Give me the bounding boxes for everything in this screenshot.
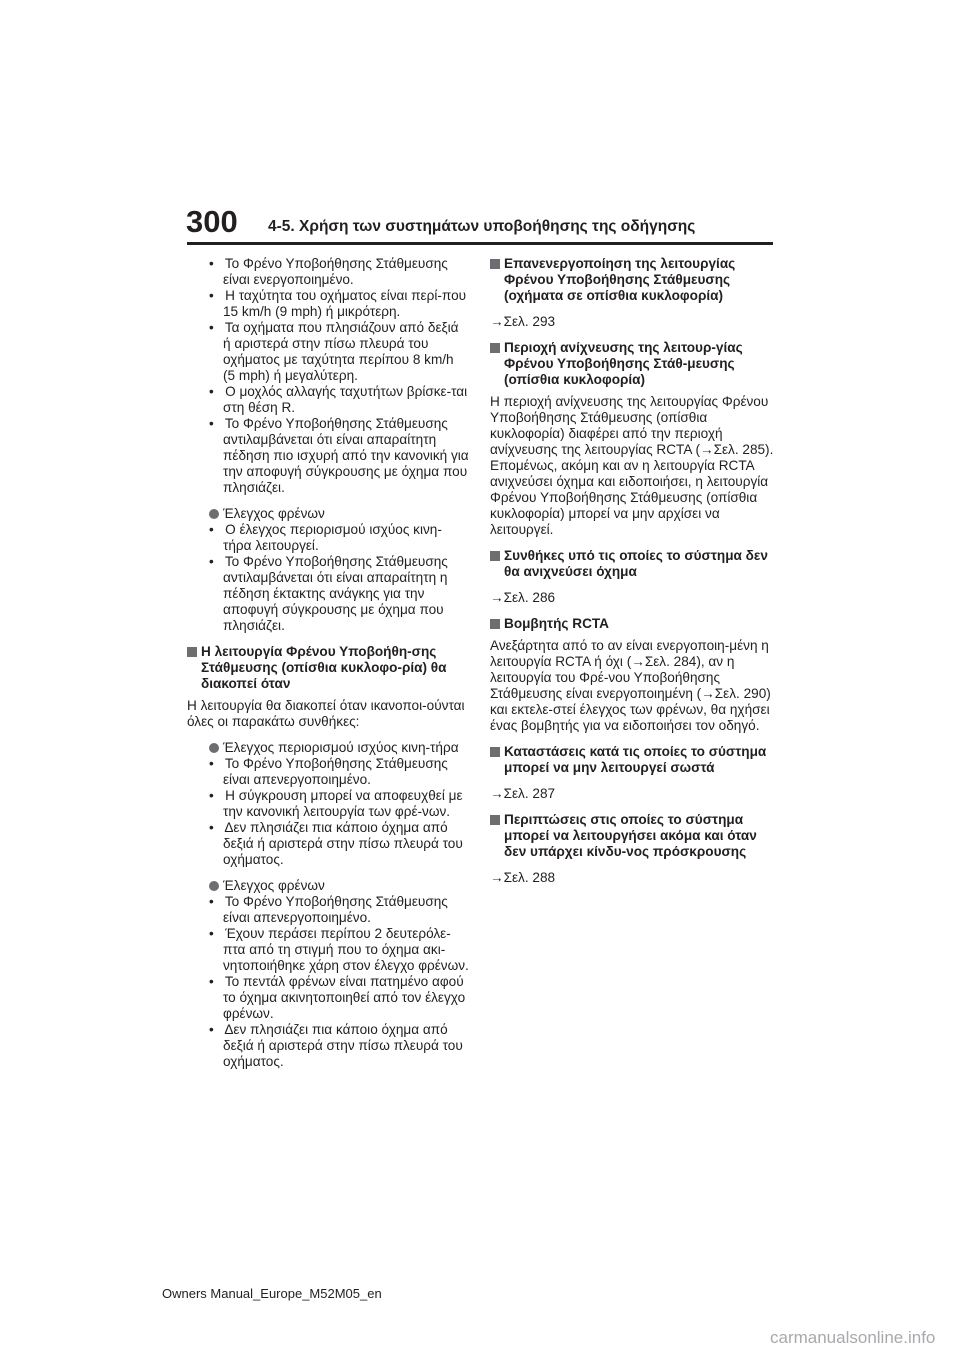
square-bullet-icon bbox=[490, 551, 500, 561]
list-item: • Το Φρένο Υποβοήθησης Στάθμευσης είναι απενεργοποιημένο. bbox=[209, 894, 448, 925]
list-item: • Τα οχήματα που πλησιάζουν από δεξιά ή αριστερά στην πίσω πλευρά του οχήματος με ταχύτητα περίπου 8 km/h (5 mph) ή μεγαλύτερη. bbox=[209, 320, 459, 383]
list-item: • Η σύγκρουση μπορεί να αποφευχθεί με την κανονική λειτουργία των φρέ-νων. bbox=[209, 788, 463, 819]
section-title-reactivation: Επανενεργοποίηση της λειτουργίας Φρένου Υποβοήθησης Στάθμευσης (οχήματα σε οπίσθια κυκλοφορία) bbox=[490, 256, 780, 304]
page-reference[interactable]: →Σελ. 288 bbox=[490, 870, 556, 885]
section-title-detection-area: Περιοχή ανίχνευσης της λειτουρ-γίας Φρένου Υποβοήθησης Στάθ-μευσης (οπίσθια κυκλοφορία) bbox=[490, 340, 780, 388]
page-reference[interactable]: →Σελ. 293 bbox=[490, 314, 556, 329]
header-rule bbox=[187, 242, 773, 245]
section-title-rcta-buzzer: Βομβητής RCTA bbox=[490, 616, 780, 632]
page-number: 300 bbox=[186, 204, 238, 239]
footer-text: Owners Manual_Europe_M52M05_en bbox=[162, 1286, 382, 1301]
square-bullet-icon bbox=[490, 343, 500, 353]
circle-bullet-icon bbox=[209, 881, 219, 891]
list-item: • Το πεντάλ φρένων είναι πατημένο αφού το όχημα ακινητοποιηθεί από τον έλεγχο φρένων. bbox=[209, 974, 466, 1021]
list-item: • Η ταχύτητα του οχήματος είναι περί-που 15 km/h (9 mph) ή μικρότερη. bbox=[209, 288, 467, 319]
circle-bullet-icon bbox=[209, 743, 219, 753]
section-body-rcta-buzzer: Ανεξάρτητα από το αν είναι ενεργοποιη-μένη η λειτουργία RCTA ή όχι (→Σελ. 284), αν η λειτουργία του Φρέ-νου Υποβοήθησης Στάθμευσης είναι ενεργοποιημένη (→Σελ. 290) και εκτελε-στεί έλεγχος των φρένων, θα ηχήσει ένας βομβητής για να ειδοποιήσει τον οδηγό. bbox=[490, 638, 771, 733]
list-item: • Ο μοχλός αλλαγής ταχυτήτων βρίσκε-ται στη θέση R. bbox=[209, 384, 468, 415]
page-reference[interactable]: →Σελ. 287 bbox=[490, 786, 556, 801]
list-item: • Έχουν περάσει περίπου 2 δευτερόλε-πτα από τη στιγμή που το όχημα ακι-νητοποιήθηκε χάρη στον έλεγχο φρένων. bbox=[209, 926, 469, 973]
page-reference[interactable]: →Σελ. 286 bbox=[490, 590, 556, 605]
square-bullet-icon bbox=[490, 815, 500, 825]
watermark[interactable]: carmanualsonline.info bbox=[770, 1328, 936, 1347]
list-item: • Δεν πλησιάζει πια κάποιο όχημα από δεξιά ή αριστερά στην πίσω πλευρά του οχήματος. bbox=[209, 820, 463, 867]
subheading-brake-control-2: Έλεγχος φρένων bbox=[187, 878, 469, 894]
chapter-title: 4-5. Χρήση των συστημάτων υποβοήθησης της οδήγησης bbox=[268, 218, 696, 235]
list-item: • Το Φρένο Υποβοήθησης Στάθμευσης είναι ενεργοποιημένο. bbox=[209, 256, 448, 287]
circle-bullet-icon bbox=[209, 509, 219, 519]
subheading-brake-control: Έλεγχος φρένων bbox=[187, 506, 469, 522]
square-bullet-icon bbox=[490, 747, 500, 757]
right-column bbox=[490, 256, 780, 886]
section-title-malfunction: Καταστάσεις κατά τις οποίες το σύστημα μπορεί να μην λειτουργεί σωστά bbox=[490, 744, 780, 776]
list-item: • Το Φρένο Υποβοήθησης Στάθμευσης αντιλαμβάνεται ότι είναι απαραίτητη πέδηση πιο ισχυρή από την κανονική για την αποφυγή σύγκρουσης με όχημα που πλησιάζει. bbox=[209, 416, 469, 495]
left-column bbox=[187, 256, 469, 1070]
section-title-no-collision: Περιπτώσεις στις οποίες το σύστημα μπορεί να λειτουργήσει ακόμα και όταν δεν υπάρχει κίνδυ-νος πρόσκρουσης bbox=[490, 812, 780, 860]
list-item: • Δεν πλησιάζει πια κάποιο όχημα από δεξιά ή αριστερά στην πίσω πλευρά του οχήματος. bbox=[209, 1022, 463, 1069]
section-body-stop: Η λειτουργία θα διακοπεί όταν ικανοποι-ούνται όλες οι παρακάτω συνθήκες: bbox=[187, 698, 465, 729]
subheading-power-limit: Έλεγχος περιορισμού ισχύος κινη-τήρα bbox=[187, 740, 469, 756]
section-title-conditions: Συνθήκες υπό τις οποίες το σύστημα δεν θα ανιχνεύσει όχημα bbox=[490, 548, 780, 580]
list-item: • Το Φρένο Υποβοήθησης Στάθμευσης είναι απενεργοποιημένο. bbox=[209, 756, 448, 787]
square-bullet-icon bbox=[490, 259, 500, 269]
section-body-detection-area: Η περιοχή ανίχνευσης της λειτουργίας Φρένου Υποβοήθησης Στάθμευσης (οπίσθια κυκλοφορία) διαφέρει από την περιοχή ανίχνευσης της λειτουργίας RCTA (→Σελ. 285). Επομένως, ακόμη και αν η λειτουργία RCTA ανιχνεύσει όχημα και ειδοποιήσει, η λειτουργία Φρένου Υποβοήθησης Στάθμευσης (οπίσθια κυκλοφορία) μπορεί να μην αρχίσει να λειτουργεί. bbox=[490, 394, 774, 537]
list-item: • Το Φρένο Υποβοήθησης Στάθμευσης αντιλαμβάνεται ότι είναι απαραίτητη η πέδηση έκτακτης ανάγκης για την αποφυγή σύγκρουσης με όχημα που πλησιάζει. bbox=[209, 554, 448, 633]
square-bullet-icon bbox=[490, 619, 500, 629]
square-bullet-icon bbox=[187, 647, 197, 657]
list-item: • Ο έλεγχος περιορισμού ισχύος κινη-τήρα λειτουργεί. bbox=[209, 522, 442, 553]
section-title-stop: Η λειτουργία Φρένου Υποβοήθη-σης Στάθμευσης (οπίσθια κυκλοφο-ρία) θα διακοπεί όταν bbox=[187, 644, 469, 692]
